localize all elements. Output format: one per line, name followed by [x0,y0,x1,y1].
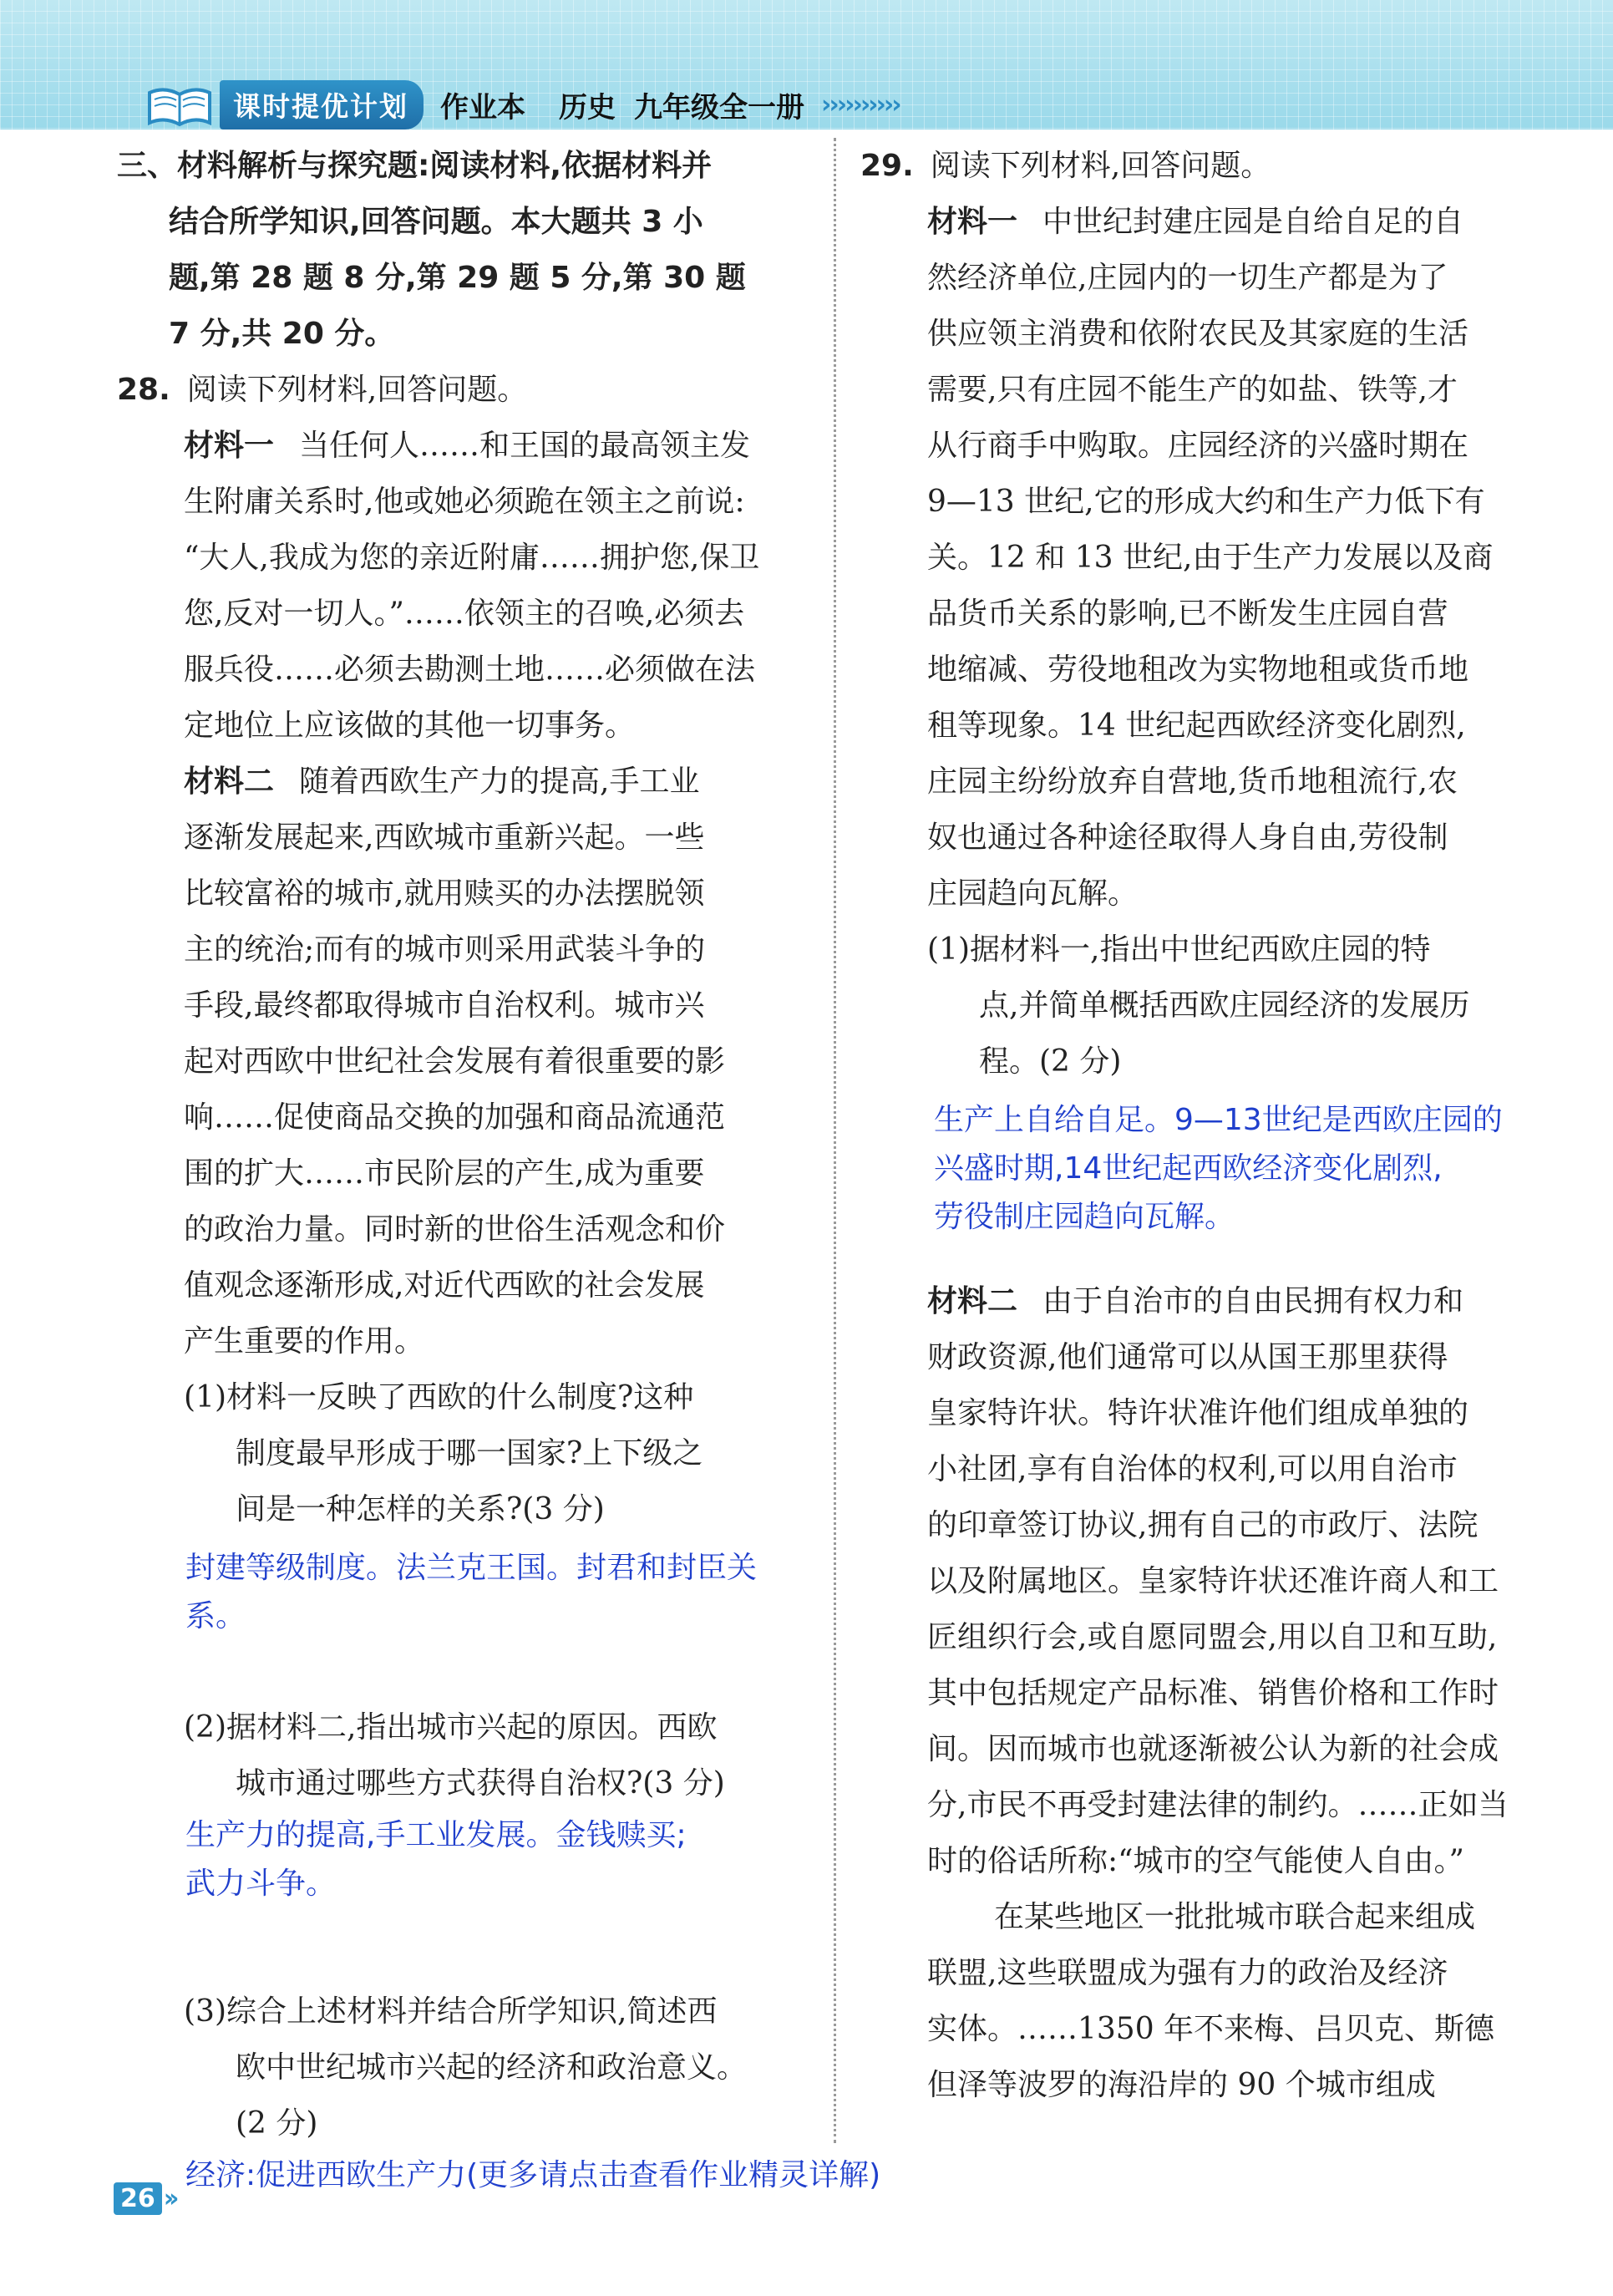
material-line [927,194,1545,250]
material-text: 随着西欧生产力的提高,手工业 [299,764,700,799]
question-text: 阅读下列材料,回答问题。 [186,373,528,407]
material-line: 奴也通过各种途径取得人身自由,劳役制 [927,820,1448,855]
subject: 历史 [559,90,616,124]
material-line: 生附庸关系时,他或她必须跪在领主之前说: [184,485,745,519]
material-line: 服兵役……必须去勘测土地……必须做在法 [184,653,756,687]
material-line: 财政资源,他们通常可以从国王那里获得 [927,1340,1448,1374]
material-line: 皇家特许状。特许状准许他们组成单独的 [927,1396,1469,1430]
material-line: 逐渐发展起来,西欧城市重新兴起。一些 [184,820,705,855]
material-line: 供应领主消费和依附农民及其家庭的生活 [927,317,1469,351]
material-1 [860,194,1545,922]
material-line: 起对西欧中世纪社会发展有着很重要的影 [184,1044,726,1079]
material-line: 庄园趋向瓦解。 [927,876,1139,911]
material-label: 材料二 [184,764,275,799]
question-line: (3)综合上述材料并结合所学知识,简述西 [184,1994,718,2029]
question-line: 制度最早形成于哪一国家?上下级之 [236,1436,703,1471]
section-heading-line: 三、材料解析与探究题:阅读材料,依据材料并 [117,149,713,183]
material-line: 匠组织行会,或自愿同盟会,用以自卫和互助, [927,1620,1498,1654]
material-line: 产生重要的作用。 [184,1324,425,1359]
material-line: 时的俗话所称:“城市的空气能使人自由。” [927,1844,1464,1878]
material-line: 间。因而城市也就逐渐被公认为新的社会成 [927,1732,1499,1766]
chevron-decoration: ›››››››››› [821,89,900,119]
answer-line: 兴盛时期,14世纪起西欧经济变化剧烈, [934,1151,1443,1186]
material-line: 租等现象。14 世纪起西欧经济变化剧烈, [927,709,1466,743]
material-text: 由于自治市的自由民拥有权力和 [1042,1284,1464,1318]
answer-line: 劳役制庄园趋向瓦解。 [934,1200,1235,1234]
material-2 [117,754,802,1369]
material-line: 的政治力量。同时新的世俗生活观念和价 [184,1212,726,1247]
question-line: 城市通过哪些方式获得自治权?(3 分) [236,1766,725,1801]
question-line: (1)材料一反映了西欧的什么制度?这种 [184,1380,694,1415]
answer-line: 生产上自给自足。9—13世纪是西欧庄园的 [934,1103,1503,1137]
material-line [184,754,802,810]
material-line: 9—13 世纪,它的形成大约和生产力低下有 [927,485,1485,519]
section-heading-line: 题,第 28 题 8 分,第 29 题 5 分,第 30 题 [169,261,746,295]
question-line: 间是一种怎样的关系?(3 分) [236,1492,605,1526]
sub-question-3 [117,1984,802,2151]
material-line [184,418,802,474]
header-title-bar [146,79,900,130]
material-line: 然经济单位,庄园内的一切生产都是为了 [927,261,1448,295]
material-line: 地缩减、劳役地租改为实物地租或货币地 [927,653,1469,687]
question-line: (2 分) [236,2106,318,2141]
answer-1: 封建等级制度。法兰克王国。封君和封臣关系。 [185,1551,758,1633]
page-number-value: 26 [114,2182,162,2215]
question-number: 28. [117,373,170,407]
question-text: 阅读下列材料,回答问题。 [930,149,1271,183]
material-1 [117,418,802,754]
material-line: 定地位上应该做的其他一切事务。 [184,709,636,743]
chevron-right-icon: ›› [163,2184,175,2213]
material-line: 小社团,享有自治体的权利,可以用自治市 [927,1452,1458,1486]
material-line: 手段,最终都取得城市自治权利。城市兴 [184,988,705,1023]
material-line: 主的统治;而有的城市则采用武装斗争的 [184,932,706,967]
section-heading-line: 7 分,共 20 分。 [169,317,395,351]
material-line [927,1273,1545,1329]
answer-2-line: 生产力的提高,手工业发展。金钱赎买; [185,1818,687,1852]
material-line: 响……促使商品交换的加强和商品流通范 [184,1100,726,1135]
book-type: 作业本 [440,90,525,124]
material-text: 中世纪封建庄园是自给自足的自 [1042,205,1464,239]
material-line: “大人,我成为您的亲近附庸……拥护您,保卫 [184,541,760,575]
material-line: 在某些地区一批批城市联合起来组成 [994,1900,1476,1934]
material-line: 需要,只有庄园不能生产的如盐、铁等,才 [927,373,1458,407]
material-line: 但泽等波罗的海沿岸的 90 个城市组成 [927,2068,1436,2102]
left-column [117,138,881,2200]
question-number: 29. [860,149,914,183]
right-column [860,138,1545,2113]
question-29-intro [860,138,1545,194]
material-line: 从行商手中购取。庄园经济的兴盛时期在 [927,429,1469,463]
material-line: 庄园主纷纷放弃自营地,货币地租流行,农 [927,764,1458,799]
open-book-icon [146,81,213,128]
brand-badge: 课时提优计划 [220,80,424,130]
section-heading-line: 结合所学知识,回答问题。本大题共 3 小 [169,205,703,239]
material-text: 当任何人……和王国的最高领主发 [299,429,751,463]
material-line: 联盟,这些联盟成为强有力的政治及经济 [927,1956,1448,1990]
answer-3[interactable]: 经济:促进西欧生产力(更多请点击查看作业精灵详解) [185,2158,881,2192]
header-band [0,0,1613,130]
sub-question-1 [860,922,1545,1090]
question-28-intro [117,362,802,418]
material-line: 围的扩大……市民阶层的产生,成为重要 [184,1156,705,1191]
material-line: 以及附属地区。皇家特许状还准许商人和工 [927,1564,1499,1598]
material-line: 您,反对一切人。”……依领主的召唤,必须去 [184,597,745,631]
question-line: 点,并简单概括西欧庄园经济的发展历 [979,988,1470,1023]
material-line: 分,市民不再受封建法律的制约。……正如当 [927,1788,1509,1822]
material-label: 材料一 [184,429,275,463]
material-line: 的印章签订协议,拥有自己的市政厅、法院 [927,1508,1479,1542]
material-label: 材料一 [927,205,1018,239]
material-line: 比较富裕的城市,就用赎买的办法摆脱领 [184,876,705,911]
material-line: 值观念逐渐形成,对近代西欧的社会发展 [184,1268,705,1303]
question-line: 欧中世纪城市兴起的经济和政治意义。 [236,2050,748,2085]
answer-1 [860,1096,1545,1242]
sub-question-1 [117,1369,802,1537]
page-number [114,2182,174,2215]
material-line: 关。12 和 13 世纪,由于生产力发展以及商 [927,541,1494,575]
material-line: 实体。……1350 年不来梅、吕贝克、斯德 [927,2012,1495,2046]
question-line: (2)据材料二,指出城市兴起的原因。西欧 [184,1710,718,1745]
column-divider [834,138,836,2143]
sub-question-2 [117,1699,802,1811]
material-label: 材料二 [927,1284,1018,1318]
question-line: (1)据材料一,指出中世纪西欧庄园的特 [927,932,1431,967]
grade: 九年级全一册 [634,90,804,124]
material-line: 品货币关系的影响,已不断发生庄园自营 [927,597,1448,631]
material-line: 其中包括规定产品标准、销售价格和工作时 [927,1676,1499,1710]
answer-2-line: 武力斗争。 [185,1867,337,1901]
material-2 [860,1273,1545,2113]
question-line: 程。(2 分) [979,1044,1122,1079]
